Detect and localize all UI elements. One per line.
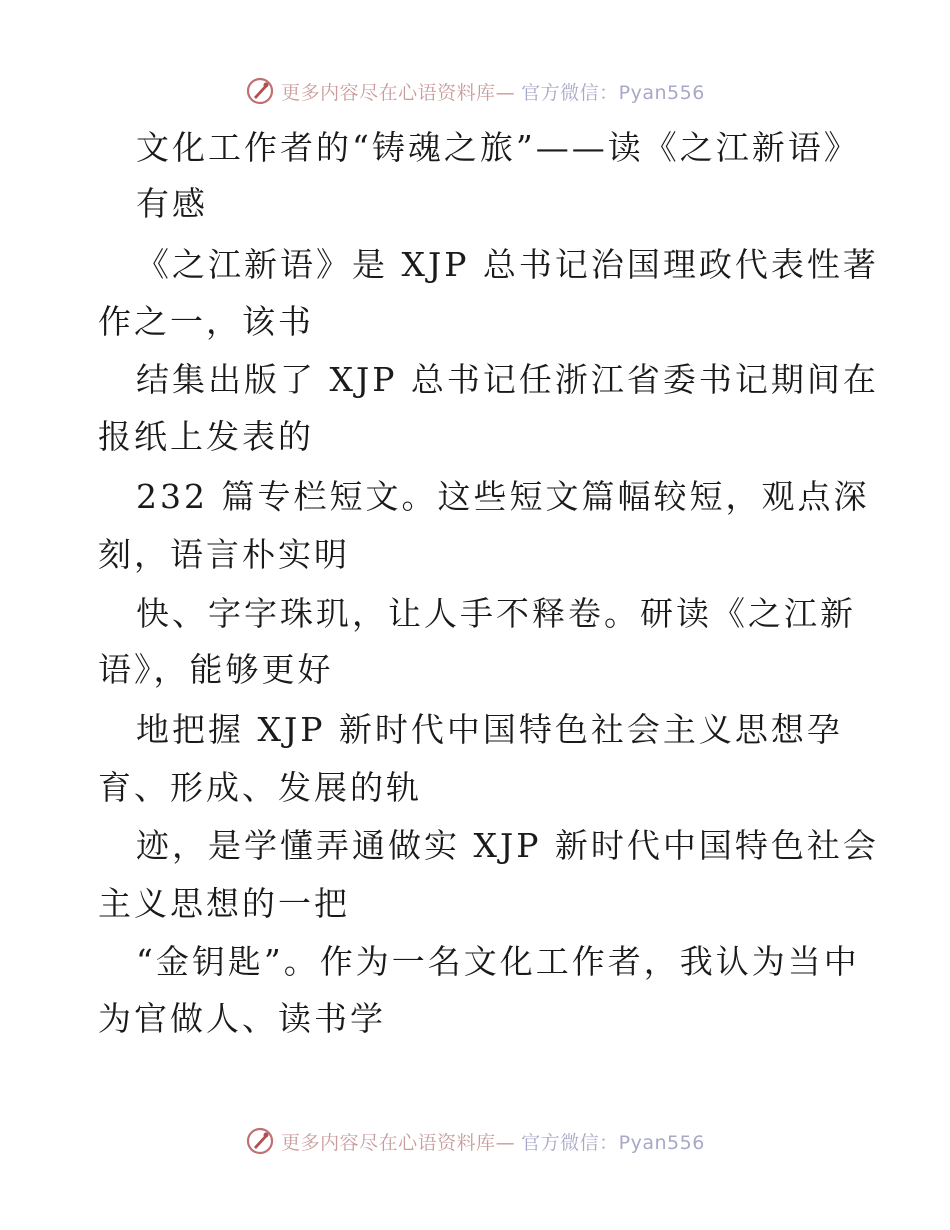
doc-text-line: 语》，能够更好 — [98, 650, 334, 689]
doc-text-line: 作之一，该书 — [98, 302, 314, 341]
header-watermark — [0, 76, 950, 106]
doc-text-line: 育、形成、发展的轨 — [98, 768, 422, 807]
quill-logo-icon — [245, 1126, 275, 1156]
doc-text-line: 报纸上发表的 — [98, 417, 314, 456]
doc-text-line: 地把握 XJP 新时代中国特色社会主义思想孕 — [136, 710, 843, 749]
watermark-wechat: 官方微信：Pyan556 — [521, 81, 705, 104]
quill-logo-icon — [245, 76, 275, 106]
doc-text-line: 主义思想的一把 — [98, 884, 350, 923]
doc-text-line: 《之江新语》是 XJP 总书记治国理政代表性著 — [136, 245, 879, 284]
doc-text-line: 快、字字珠玑，让人手不释卷。研读《之江新 — [136, 594, 856, 633]
doc-title-line: 有感 — [136, 184, 208, 223]
doc-text-line: 刻，语言朴实明 — [98, 535, 350, 574]
watermark-text: 更多内容尽在心语资料库— — [281, 1131, 516, 1154]
watermark-wechat: 官方微信：Pyan556 — [521, 1131, 705, 1154]
watermark-text: 更多内容尽在心语资料库— — [281, 81, 516, 104]
doc-text-line: 为官做人、读书学 — [98, 999, 386, 1038]
footer-watermark — [0, 1126, 950, 1156]
doc-text-line: “金钥匙”。作为一名文化工作者，我认为当中 — [136, 942, 860, 981]
doc-text-line: 232 篇专栏短文。这些短文篇幅较短，观点深 — [136, 477, 870, 516]
doc-title-line: 文化工作者的“铸魂之旅”——读《之江新语》 — [136, 128, 860, 167]
doc-text-line: 结集出版了 XJP 总书记任浙江省委书记期间在 — [136, 360, 879, 399]
doc-text-line: 迹，是学懂弄通做实 XJP 新时代中国特色社会 — [136, 826, 879, 865]
